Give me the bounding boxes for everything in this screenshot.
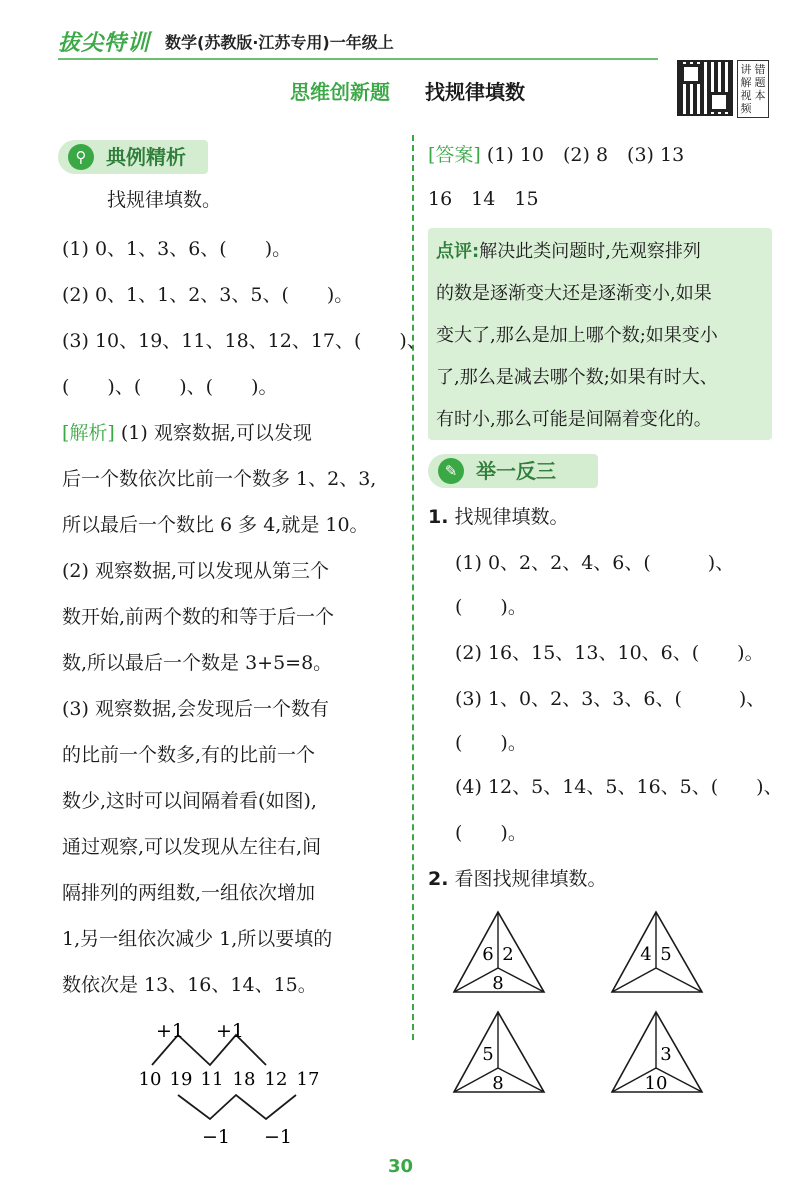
question-1-heading	[428, 494, 569, 540]
analysis-line: 数依次是 13、16、14、15。	[62, 974, 317, 996]
brand-logo: 拔尖特训	[58, 31, 151, 56]
question-1-number: 1.	[428, 506, 449, 528]
question-1-item: (4) 12、5、14、5、16、5、( )、	[455, 776, 783, 798]
analysis-line: (3) 观察数据,会发现后一个数有	[62, 698, 329, 720]
triangle-4	[610, 1010, 710, 1094]
pencil-icon: ✎	[438, 458, 464, 484]
analysis-line: 数开始,前两个数的和等于后一个	[62, 606, 335, 628]
problem-3-cont: ( )、( )、( )。	[62, 376, 278, 398]
comment-line: 了,那么是减去哪个数;如果有时大、	[436, 367, 718, 388]
qr-label	[737, 60, 769, 118]
comment-text: 解决此类问题时,先观察排列	[479, 241, 701, 262]
plus-one-label: +1	[215, 1020, 245, 1042]
qr-label-errors: 错题本	[754, 63, 766, 102]
question-1-item: (2) 16、15、13、10、6、( )。	[455, 642, 764, 664]
analysis-line: 隔排列的两组数,一组依次增加	[62, 882, 316, 904]
plus-one-label: +1	[155, 1020, 185, 1042]
triangle-3	[452, 1010, 552, 1094]
comment-label: 点评:	[436, 241, 480, 262]
topic-title: 找规律填数	[425, 80, 525, 104]
analysis-line: 数少,这时可以间隔着看(如图),	[62, 790, 317, 812]
analysis-first-line	[62, 410, 312, 456]
analysis-line: (1) 观察数据,可以发现	[120, 422, 312, 444]
column-divider	[412, 135, 414, 1040]
header-rule	[58, 58, 658, 60]
triangle-2	[610, 910, 710, 994]
triangle-right-number: 5	[660, 944, 672, 965]
triangle-1	[452, 910, 552, 994]
triangle-left-number: 6	[482, 944, 494, 965]
answer-label: [答案]	[428, 144, 481, 166]
page-number: 30	[388, 1156, 414, 1177]
comment-line	[436, 237, 701, 263]
question-2-text: 看图找规律填数。	[454, 868, 607, 890]
analysis-label: [解析]	[62, 422, 115, 444]
seq-number: 12	[264, 1069, 288, 1090]
triangle-right-number: 2	[502, 944, 514, 965]
qr-code[interactable]	[677, 60, 733, 116]
comment-line: 的数是逐渐变大还是逐渐变小,如果	[436, 283, 712, 304]
seq-number: 10	[138, 1069, 162, 1090]
triangle-left-number: 4	[640, 944, 652, 965]
question-1-item: ( )。	[455, 596, 527, 618]
tag-practice	[428, 454, 598, 488]
analysis-line: 的比前一个数多,有的比前一个	[62, 744, 316, 766]
tag-practice-label: 举一反三	[476, 459, 556, 483]
analysis-line: 1,另一组依次减少 1,所以要填的	[62, 928, 333, 950]
comment-box	[428, 228, 772, 440]
minus-one-label: −1	[263, 1126, 293, 1148]
seq-number: 17	[296, 1069, 320, 1090]
answer-line-2: 16 14 15	[428, 188, 539, 210]
analysis-line: (2) 观察数据,可以发现从第三个	[62, 560, 329, 582]
problem-1: (1) 0、1、3、6、( )。	[62, 238, 292, 260]
minus-one-label: −1	[201, 1126, 231, 1148]
qr-label-video: 讲解视频	[740, 63, 752, 115]
question-1-text: 找规律填数。	[454, 506, 569, 528]
answer-line	[428, 132, 684, 178]
question-1-item: ( )。	[455, 732, 527, 754]
analysis-line: 所以最后一个数比 6 多 4,就是 10。	[62, 514, 369, 536]
comment-line: 变大了,那么是加上哪个数;如果变小	[436, 325, 718, 346]
seq-number: 19	[169, 1069, 193, 1090]
intro-text: 找规律填数。	[107, 189, 222, 211]
comment-line: 有时小,那么可能是间隔着变化的。	[436, 409, 712, 430]
question-2-heading	[428, 856, 607, 902]
triangle-right-number: 3	[660, 1044, 672, 1065]
triangle-bottom-number: 8	[492, 973, 504, 994]
question-2-number: 2.	[428, 868, 449, 890]
analysis-line: 后一个数依次比前一个数多 1、2、3,	[62, 468, 377, 490]
problem-3: (3) 10、19、11、18、12、17、( )、	[62, 330, 426, 352]
problem-2: (2) 0、1、1、2、3、5、( )。	[62, 284, 354, 306]
lower-zigzag	[178, 1095, 296, 1119]
analysis-line: 通过观察,可以发现从左往右,间	[62, 836, 322, 858]
question-1-item: ( )。	[455, 822, 527, 844]
section-title: 思维创新题	[290, 80, 390, 104]
seq-number: 18	[232, 1069, 256, 1090]
question-1-item: (1) 0、2、2、4、6、( )、	[455, 552, 735, 574]
tag-example	[58, 140, 208, 174]
answer-text: (1) 10 (2) 8 (3) 13	[486, 144, 685, 166]
triangle-bottom-number: 10	[644, 1073, 668, 1094]
triangle-bottom-number: 8	[492, 1073, 504, 1094]
triangle-left-number: 5	[482, 1044, 494, 1065]
question-1-item: (3) 1、0、2、3、3、6、( )、	[455, 688, 766, 710]
search-icon: ⚲	[68, 144, 94, 170]
tag-example-label: 典例精析	[106, 145, 186, 169]
analysis-line: 数,所以最后一个数是 3+5=8。	[62, 652, 333, 674]
interval-diagram	[130, 1015, 330, 1150]
seq-number: 11	[200, 1069, 224, 1090]
book-subject: 数学(苏教版·江苏专用)一年级上	[165, 33, 394, 52]
